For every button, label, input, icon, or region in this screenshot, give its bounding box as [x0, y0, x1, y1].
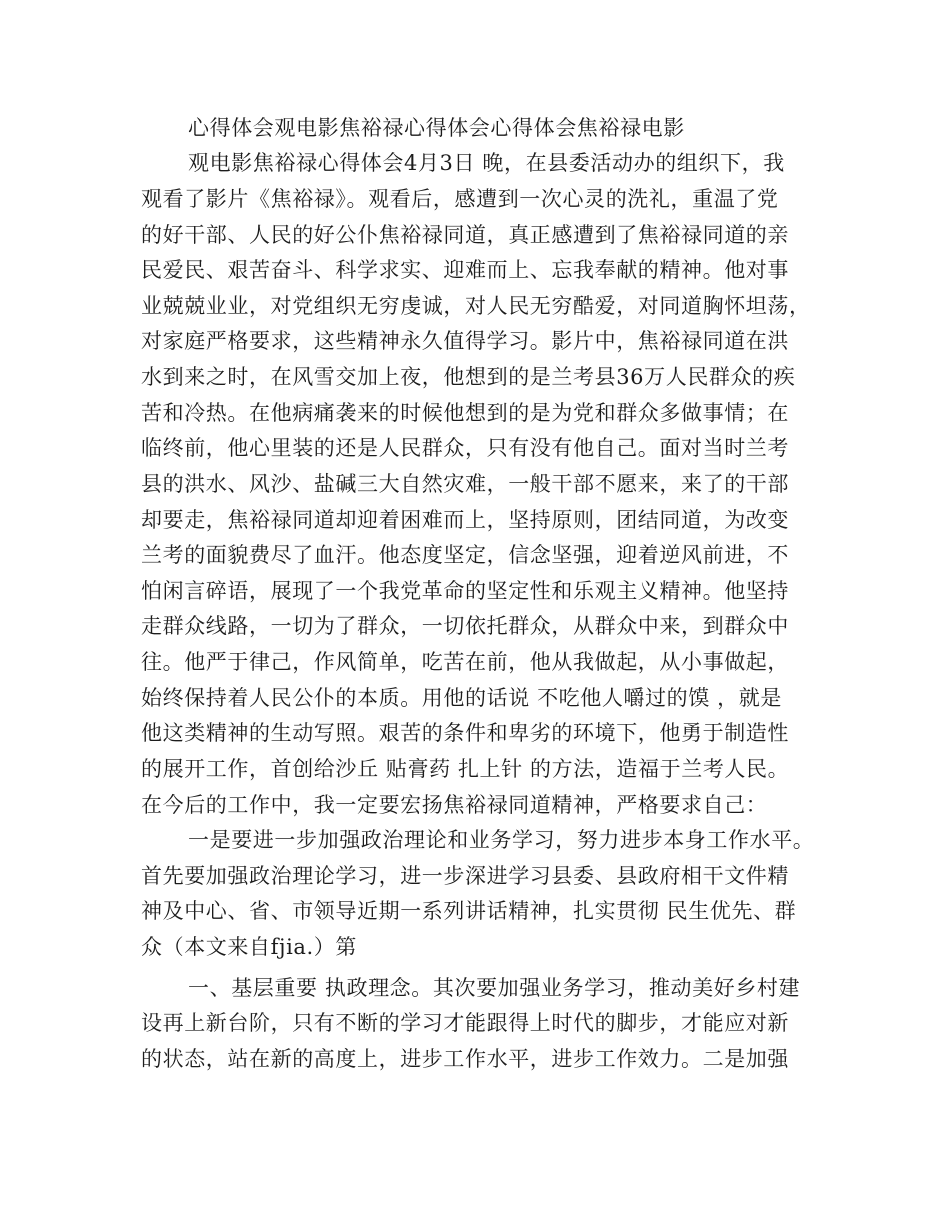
paragraph-line: 业兢兢业业，对党组织无穷虔诚，对人民无穷酷爱，对同道胸怀坦荡， [141, 294, 811, 318]
paragraph-line: 县的洪水、风沙、盐碱三大自然灾难，一般干部不愿来，来了的干部 [141, 472, 789, 496]
paragraph-line: 民爱民、艰苦奋斗、科学求实、迎难而上、忘我奉献的精神。他对事 [141, 258, 789, 282]
paragraph-line: 始终保持着人民公仆的本质。用他的话说 不吃他人嚼过的馍 ，就是 [141, 686, 782, 710]
paragraph-line: 的状态，站在新的高度上，进步工作水平，进步工作效力。二是加强 [141, 1047, 789, 1071]
paragraph-line: 神及中心、省、市领导近期一系列讲话精神，扎实贯彻 民生优先、群 [141, 899, 797, 923]
paragraph-line: 观电影焦裕禄心得体会4月3日 晚，在县委活动办的组织下，我 [188, 151, 785, 175]
paragraph-line: 众（本文来自fjia.）第 [141, 935, 357, 959]
paragraph-line: 苦和冷热。在他病痛袭来的时候他想到的是为党和群众多做事情；在 [141, 401, 789, 425]
paragraph-line: 一、基层重要 执政理念。其次要加强业务学习，推动美好乡村建 [188, 976, 801, 1000]
paragraph-line: 的展开工作，首创给沙丘 贴膏药 扎上针 的方法，造福于兰考人民。 [141, 757, 790, 781]
paragraph-line: 水到来之时，在风雪交加上夜，他想到的是兰考县36万人民群众的疾 [141, 365, 796, 389]
paragraph-line: 走群众线路，一切为了群众，一切依托群众，从群众中来，到群众中 [141, 614, 789, 638]
paragraph-line: 的好干部、人民的好公仆焦裕禄同道，真正感遭到了焦裕禄同道的亲 [141, 223, 789, 247]
paragraph-line: 却要走，焦裕禄同道却迎着困难而上，坚持原则，团结同道，为改变 [141, 508, 789, 532]
paragraph-line: 临终前，他心里装的还是人民群众，只有没有他自己。面对当时兰考 [141, 436, 789, 460]
paragraph-line: 观看了影片《焦裕禄》。观看后，感遭到一次心灵的洗礼，重温了党 [141, 187, 779, 211]
paragraph-line: 一是要进一步加强政治理论和业务学习，努力进步本身工作水平。 [188, 828, 815, 852]
paragraph-line: 怕闲言碎语，展现了一个我党革命的坚定性和乐观主义精神。他坚持 [141, 579, 789, 603]
paragraph-line: 设再上新台阶，只有不断的学习才能跟得上时代的脚步，才能应对新 [141, 1011, 789, 1035]
paragraph-line: 首先要加强政治理论学习，进一步深进学习县委、县政府相干文件精 [141, 864, 789, 888]
paragraph-line: 他这类精神的生动写照。艰苦的条件和卑劣的环境下，他勇于制造性 [141, 721, 789, 745]
paragraph-line: 在今后的工作中，我一定要宏扬焦裕禄同道精神，严格要求自己： [141, 793, 768, 817]
paragraph-line: 对家庭严格要求，这些精神永久值得学习。影片中，焦裕禄同道在洪 [141, 329, 789, 353]
paragraph-line: 兰考的面貌费尽了血汗。他态度坚定，信念坚强，迎着逆风前进，不 [141, 543, 789, 567]
paragraph-line: 往。他严于律己，作风简单，吃苦在前，他从我做起，从小事做起， [141, 650, 789, 674]
document-title: 心得体会观电影焦裕禄心得体会心得体会焦裕禄电影 [188, 116, 685, 140]
